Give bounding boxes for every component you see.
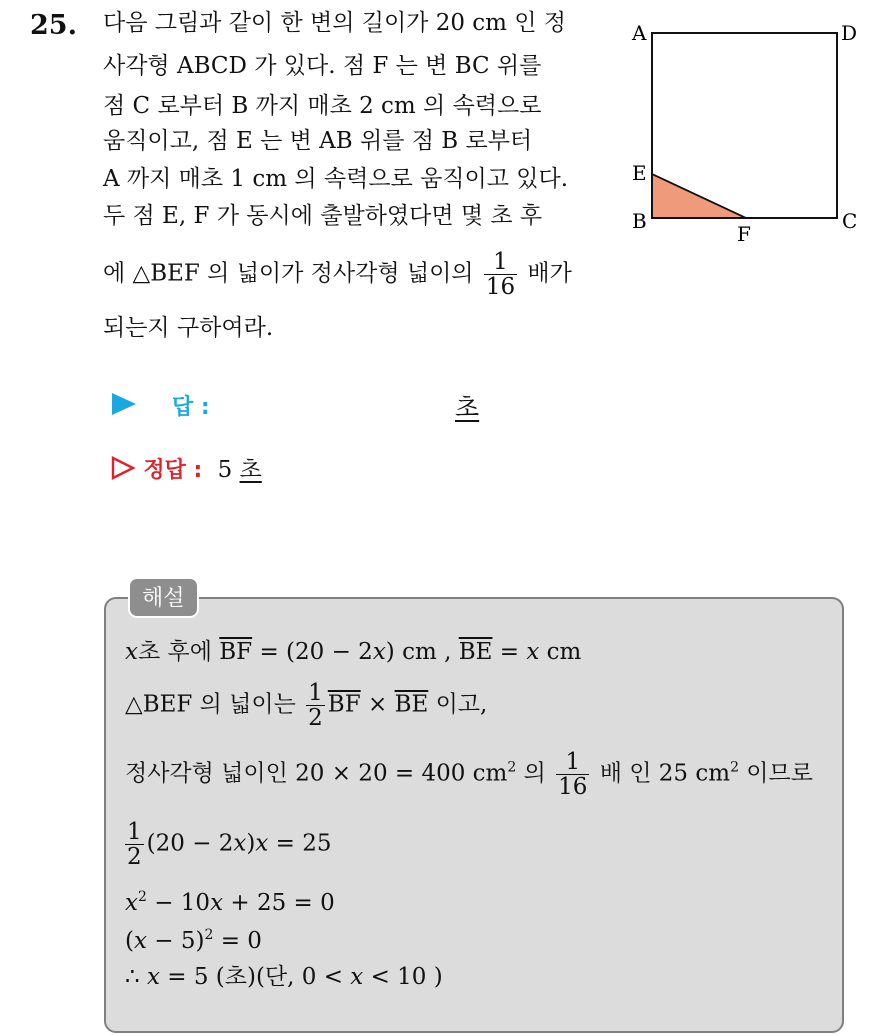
problem-line-8: 되는지 구하여라.: [103, 315, 274, 341]
label-c: C: [842, 209, 858, 233]
square-figure: [628, 18, 868, 248]
problem-line-7: [103, 250, 572, 299]
label-b: B: [632, 209, 647, 233]
problem-line-4: 움직이고, 점 E 는 변 AB 위를 점 B 로부터: [103, 128, 533, 154]
solution-tag: 해설: [128, 577, 199, 618]
label-f: F: [737, 222, 751, 246]
label-d: D: [841, 21, 858, 45]
solution-line-6: $(x - 5)^2 = 0$: [125, 927, 262, 954]
solution-line-5: $x^2 - 10x + 25 = 0$: [125, 889, 335, 916]
label-a: A: [632, 21, 647, 45]
correct-arrow-icon: [110, 456, 136, 480]
solution-line-1: x초 후에 $\overline{BF} = (20 - 2x)$ cm , $\overline{BE} = x$ cm: [125, 639, 582, 665]
correct-answer-row: [110, 451, 262, 484]
correct-answer-value: 5: [217, 457, 233, 483]
line7-text: 에 △BEF 의 넓이가 정사각형 넓이의: [103, 260, 474, 287]
fraction-one-sixteenth-solution: $\frac{1}{16}$: [558, 749, 588, 801]
correct-answer-unit: 초: [239, 457, 262, 483]
problem-line-3: 점 C 로부터 B 까지 매초 2 cm 의 속력으로: [103, 93, 542, 119]
fraction-one-half: $\frac{1}{2}$: [308, 680, 323, 732]
correct-answer-label: 정답 :: [143, 458, 203, 483]
answer-arrow-icon: [110, 392, 138, 416]
solution-line-3: 정사각형 넓이인 20 × 20 = 400 $cm^2$ 의 $\frac{1}{16}$ 배 인 25 $cm^2$ 이므로: [125, 749, 813, 801]
answer-unit[interactable]: 초: [455, 393, 480, 422]
problem-line-6: 두 점 E, F 가 동시에 출발하였다면 몇 초 후: [103, 203, 543, 229]
line7-tail: 배가: [527, 260, 572, 287]
problem-line-1: 다음 그림과 같이 한 변의 길이가 20 cm 인 정: [103, 10, 567, 36]
fraction-one-sixteenth: $\frac{1}{16}$: [485, 249, 516, 301]
problem-line-5: A 까지 매초 1 cm 의 속력으로 움직이고 있다.: [103, 166, 569, 192]
answer-label: 답 :: [172, 395, 210, 420]
solution-line-4: $\frac{1}{2}$ (20 − 2x)x = 25: [127, 819, 332, 871]
solution-line-7: ∴ x = 5 (초)(단, 0 < x < 10 ): [125, 964, 443, 990]
fraction-one-half-equation: $\frac{1}{2}$: [127, 819, 142, 871]
label-e: E: [632, 161, 647, 185]
question-number: 25.: [30, 10, 77, 41]
solution-line-2: △BEF 의 넓이는 $\frac{1}{2}$ $\overline{BF} \times \overline{BE}$ 이고,: [125, 680, 488, 732]
problem-line-2: 사각형 ABCD 가 있다. 점 F 는 변 BC 위를: [103, 53, 542, 79]
